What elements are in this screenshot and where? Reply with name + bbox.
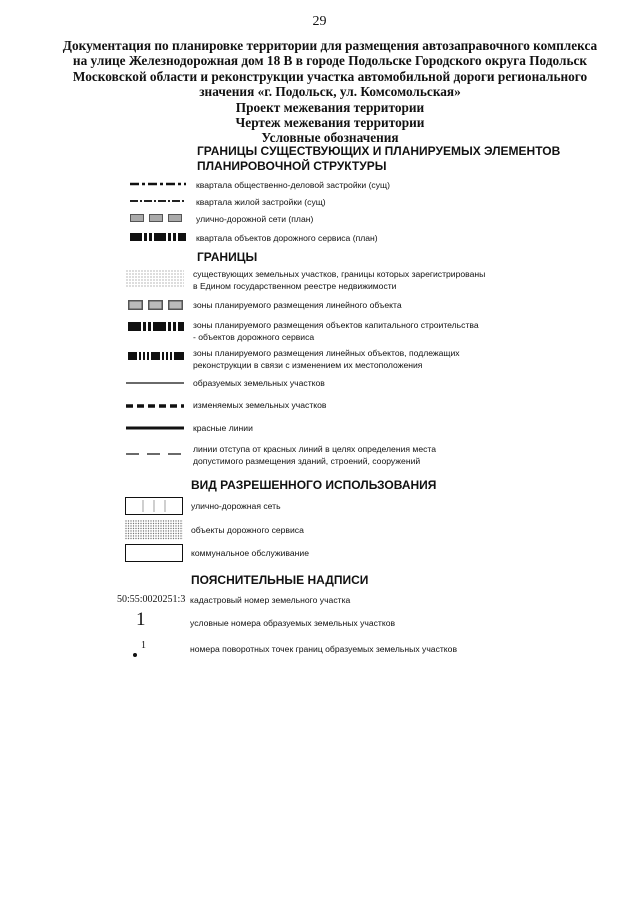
section-heading-permitted-use (191, 478, 436, 493)
legend-label-line: - объектов дорожного сервиса (193, 331, 315, 342)
title-line: на улице Железнодорожная дом 18 В в городе Подольске Городского округа Подольск (72, 53, 588, 69)
legend-label: квартала общественно-деловой застройки (сущ) (196, 180, 390, 190)
legend-label: образуемых земельных участков (193, 378, 325, 388)
hatched-linear-icon (128, 300, 184, 310)
road-service-box-icon (125, 520, 183, 540)
title-line: Чертеж межевания территории (235, 115, 425, 131)
legend-label: условные номера образуемых земельных участков (190, 618, 396, 628)
legend-label: улично-дорожной сети (план) (196, 214, 314, 224)
legend-label-line: линии отступа от красных линий в целях определения места (193, 444, 437, 454)
legend-label: квартала жилой застройки (сущ) (196, 197, 326, 207)
dash-long-icon (130, 181, 186, 187)
heading-line: ГРАНИЦЫ (197, 250, 258, 264)
legend-label: объекты дорожного сервиса (191, 525, 304, 535)
block-reconstruct-icon (128, 352, 184, 360)
legend-label: зоны планируемого размещения линейного объекта (193, 300, 402, 310)
section-heading-planning (197, 144, 560, 174)
dash-bold-icon (126, 403, 184, 409)
legend-label (193, 348, 460, 371)
legend-label (193, 269, 485, 292)
legend-label-line: в Едином государственном реестре недвижимости (193, 280, 397, 291)
block-capital-icon (128, 322, 184, 331)
legend-label: кадастровый номер земельного участка (190, 595, 351, 605)
turn-point-dot-icon (133, 653, 137, 657)
red-line-icon (126, 425, 184, 431)
title-line: Документация по планировке территории для размещения автозаправочного комплекса (62, 38, 598, 53)
heading-line: ПЛАНИРОВОЧНОЙ СТРУКТУРЫ (197, 159, 387, 173)
section-heading-boundaries (197, 250, 257, 265)
legend-label: квартала объектов дорожного сервиса (план) (196, 233, 378, 243)
solid-thin-line-icon (126, 381, 184, 385)
legend-label: улично-дорожная сеть (191, 501, 281, 511)
section-heading-notes (191, 573, 368, 588)
hatched-street-icon (130, 214, 186, 222)
heading-line: ПОЯСНИТЕЛЬНЫЕ НАДПИСИ (191, 573, 369, 587)
cadastral-number-sample: 50:55:0020251:3 (117, 594, 186, 605)
dotted-area-icon (126, 270, 184, 288)
legend-label-line: допустимого размещения зданий, строений, сооружений (193, 455, 421, 466)
legend-label: номера поворотных точек границ образуемых земельных участков (190, 644, 458, 654)
title-line: Условные обозначения (261, 130, 399, 146)
legend-label: коммунальное обслуживание (191, 548, 309, 558)
parcel-number-sample: 1 (136, 609, 146, 630)
document-title (40, 38, 620, 146)
legend-label-line: зоны планируемого размещения объектов капитального строительства (193, 320, 479, 330)
title-line: значения «г. Подольск, ул. Комсомольская» (199, 84, 461, 100)
setback-dash-icon (126, 452, 184, 456)
legend-label: изменяемых земельных участков (193, 400, 327, 410)
legend-label-line: существующих земельных участков, границы которых зарегистрированы (193, 269, 486, 279)
page-number: 29 (312, 14, 327, 29)
legend-label-line: реконструкции в связи с изменением их местоположения (193, 359, 423, 370)
legend-label: красные линии (193, 423, 253, 433)
legend-label (193, 444, 436, 467)
turn-point-number-sample: 1 (141, 640, 146, 651)
title-line: Проект межевания территории (235, 99, 425, 115)
title-line: Московской области и реконструкции участка автомобильной дороги регионального (72, 68, 588, 84)
block-road-service-icon (130, 233, 186, 241)
dash-residential-icon (130, 198, 186, 204)
legend-label (193, 320, 479, 343)
heading-line: ВИД РАЗРЕШЕННОГО ИСПОЛЬЗОВАНИЯ (191, 478, 437, 492)
heading-line: ГРАНИЦЫ СУЩЕСТВУЮЩИХ И ПЛАНИРУЕМЫХ ЭЛЕМЕНТОВ (197, 144, 561, 158)
utility-box-icon (125, 544, 183, 562)
street-network-box-icon (125, 497, 183, 515)
legend-label-line: зоны планируемого размещения линейных объектов, подлежащих (193, 348, 460, 358)
